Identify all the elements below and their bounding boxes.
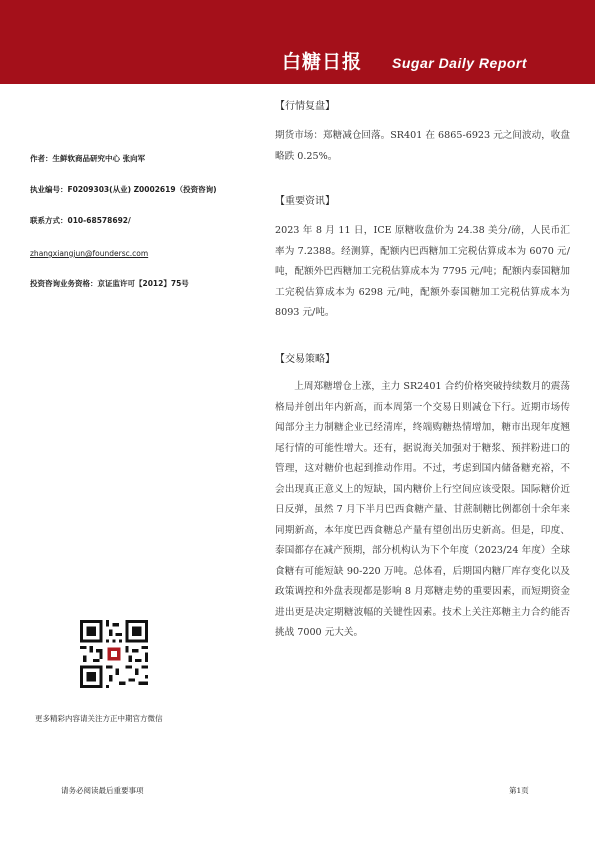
email-line [30,249,148,258]
email-link[interactable]: zhangxiangjun@foundersc.com [30,249,149,258]
contact-line [30,215,131,226]
wechat-qr-code-icon [80,620,148,688]
qr-caption: 更多精彩内容请关注方正中期官方微信 [35,714,163,723]
market-review-heading: 【行情复盘】 [275,101,335,112]
trading-strategy-heading: 【交易策略】 [275,354,335,365]
report-title: 白糖日报 [282,51,363,73]
footer-disclaimer-note: 请务必阅读最后重要事项 [61,786,144,795]
license-text: 执业编号：F0209303(从业) Z0002619（投资咨询) [30,185,217,194]
license-line [30,184,217,195]
trading-strategy-paragraph [275,377,570,644]
key-news-paragraph [275,221,570,324]
page-number: 第1页 [509,786,529,795]
contact-text: 联系方式：010-68578692/ [30,216,131,225]
trading-strategy-text: 上周郑糖增仓上涨，主力 SR2401 合约价格突破持续数月的震荡格局并创出年内新高，而本周第一个交易日则减仓下行。近期市场传闻部分主力制糖企业已经清库，终端购糖热情增加，糖市出现年度翘尾行情的可能性增大。还有，据说海关加强对于糖浆、预拌粉进口的管理，这对糖价也起到推动作用。不过，考虑到国内储备糖充裕，不会出现真正意义上的短缺，国内糖价上行空间应该受限。国际糖价近日反弹，虽然 7 月下半月巴西食糖产量、甘蔗制糖比例都创十余年来同期新高，本年度巴西食糖总产量有望创出历史新高。但是，印度、泰国都存在减产预期，部分机构认为下个年度（2023/24 年度）全球食糖有可能短缺 90-220 万吨。总体看，后期国内糖厂库存变化以及政策调控和外盘表现都是影响 8 月郑糖走势的重要因素，而短期资金进出更是决定期糖波幅的关键性因素。技术上关注郑糖主力合约能否挑战 7000 元大关。 [275,381,570,638]
market-review-text: 期货市场：郑糖减仓回落。SR401 在 6865-6923 元之间波动，收盘略跌 0.25%。 [275,130,570,162]
author-line [30,153,145,164]
market-review-paragraph [275,126,570,167]
key-news-heading: 【重要资讯】 [275,196,335,207]
report-header-band [0,0,595,84]
qualification-line [30,278,189,289]
author-text: 作者：生鲜软商品研究中心 张向军 [30,154,146,163]
key-news-text: 2023 年 8 月 11 日，ICE 原糖收盘价为 24.38 美分/磅，人民币汇率为 7.2388。经测算，配额内巴西糖加工完税估算成本为 6070 元/吨，配额外巴西糖加工完税估算成本为 7795 元/吨；配额内泰国糖加工完税估算成本为 6298 元/吨，配额外泰国糖加工完税估算成本为 8093 元/吨。 [275,225,570,318]
qualification-text: 投资咨询业务资格：京证监许可【2012】75号 [30,279,189,288]
report-title-english: Sugar Daily Report [392,55,528,71]
